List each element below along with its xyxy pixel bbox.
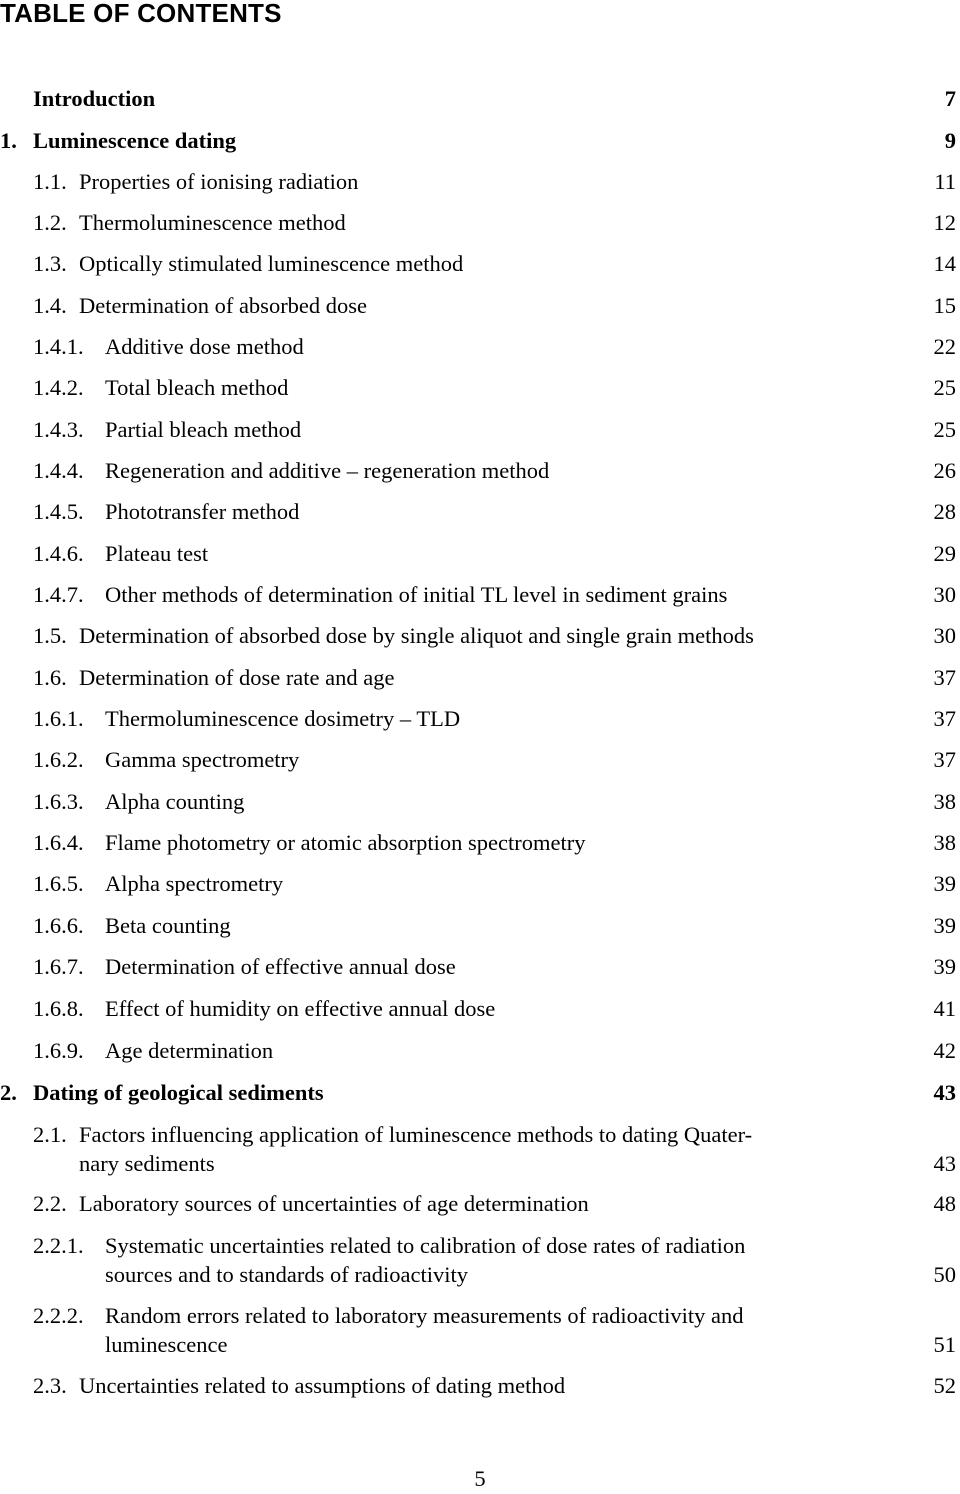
toc-entry-title: Other methods of determination of initial TL level in sediment grains xyxy=(105,582,728,607)
toc-entry-page: 15 xyxy=(933,293,956,318)
toc-entry-number: 2. xyxy=(0,1080,17,1105)
toc-entry-page: 25 xyxy=(933,375,956,400)
toc-entry-page: 37 xyxy=(933,747,956,772)
toc-entry-title: Total bleach method xyxy=(105,375,289,400)
toc-entry-page: 42 xyxy=(933,1038,956,1063)
toc-entry-number: 1.1. xyxy=(33,169,67,194)
toc-entry-number: 1.5. xyxy=(33,623,67,648)
toc-entry-number: 2.2. xyxy=(33,1191,67,1216)
toc-entry-title: Determination of absorbed dose xyxy=(79,293,368,318)
toc-entry-page: 22 xyxy=(933,334,956,359)
toc-entry-page: 14 xyxy=(933,251,956,276)
toc-entry-title: Introduction xyxy=(33,86,156,111)
toc-entry-number: 1.2. xyxy=(33,210,67,235)
toc-entry-title: Dating of geological sediments xyxy=(33,1080,324,1105)
toc-entry-page: 11 xyxy=(934,169,956,194)
toc-entry-title: Systematic uncertainties related to calibration of dose rates of radiation sources and to standards of radioactivity xyxy=(105,1233,746,1287)
toc-entry-number: 1. xyxy=(0,128,17,153)
toc-entry-page: 51 xyxy=(933,1332,956,1357)
toc-entry-page: 38 xyxy=(933,789,956,814)
toc-entry-page: 37 xyxy=(933,706,956,731)
toc-entry-number: 1.6.8. xyxy=(33,996,84,1021)
toc-entry-page: 43 xyxy=(933,1151,956,1176)
toc-entry-title: Gamma spectrometry xyxy=(105,747,300,772)
toc-entry-number: 1.6.4. xyxy=(33,830,84,855)
toc-entry-title: Properties of ionising radiation xyxy=(79,169,359,194)
toc-entry-title: Flame photometry or atomic absorption spectrometry xyxy=(105,830,586,855)
toc-entry-number: 1.4.1. xyxy=(33,334,84,359)
toc-entry-number: 1.4.6. xyxy=(33,541,84,566)
toc-entry-page: 28 xyxy=(933,499,956,524)
toc-entry-title: Plateau test xyxy=(105,541,209,566)
toc-entry-number: 1.6.9. xyxy=(33,1038,84,1063)
toc-entry-number: 2.3. xyxy=(33,1373,67,1398)
toc-entry-number: 1.6.3. xyxy=(33,789,84,814)
toc-entry-number: 1.6.5. xyxy=(33,871,84,896)
toc-entry-page: 39 xyxy=(933,954,956,979)
toc-entry-page: 25 xyxy=(933,417,956,442)
toc-entry-title: Luminescence dating xyxy=(33,128,237,153)
toc-entry-number: 1.3. xyxy=(33,251,67,276)
toc-entry-page: 30 xyxy=(933,623,956,648)
toc-entry-title: Determination of effective annual dose xyxy=(105,954,456,979)
toc-entry-number: 1.4.3. xyxy=(33,417,84,442)
toc-entry-page: 41 xyxy=(933,996,956,1021)
page-title: TABLE OF CONTENTS xyxy=(0,0,282,28)
toc-entry-title: Alpha counting xyxy=(105,789,245,814)
toc-entry-page: 29 xyxy=(933,541,956,566)
toc-entry-title: Beta counting xyxy=(105,913,231,938)
toc-entry-title: Random errors related to laboratory measurements of radioactivity and luminescence xyxy=(105,1303,744,1357)
toc-entry-page: 7 xyxy=(944,86,956,111)
toc-entry-number: 2.1. xyxy=(33,1122,67,1147)
toc-entry-title: Factors influencing application of luminescence methods to dating Quater- nary sediments xyxy=(79,1122,753,1176)
toc-entry-title: Phototransfer method xyxy=(105,499,300,524)
toc-entry-number: 1.4. xyxy=(33,293,67,318)
toc-entry-number: 1.6.2. xyxy=(33,747,84,772)
toc-entry-page: 52 xyxy=(933,1373,956,1398)
toc-entry-title: Effect of humidity on effective annual dose xyxy=(105,996,496,1021)
page-number: 5 xyxy=(474,1466,486,1491)
toc-entry-title: Uncertainties related to assumptions of dating method xyxy=(79,1373,566,1398)
toc-entry-page: 9 xyxy=(944,128,956,153)
toc-entry-number: 1.6. xyxy=(33,665,67,690)
toc-entry-page: 30 xyxy=(933,582,956,607)
toc-entry-title: Determination of absorbed dose by single aliquot and single grain methods xyxy=(79,623,754,648)
toc-entry-page: 38 xyxy=(933,830,956,855)
toc-entry-page: 26 xyxy=(933,458,956,483)
toc-entry-number: 2.2.2. xyxy=(33,1303,84,1328)
toc-entry-number: 1.6.7. xyxy=(33,954,84,979)
toc-entry-title: Thermoluminescence dosimetry – TLD xyxy=(105,706,461,731)
toc-entry-page: 39 xyxy=(933,871,956,896)
toc-entry-title: Additive dose method xyxy=(105,334,304,359)
toc-entry-page: 48 xyxy=(933,1191,956,1216)
toc-entry-title: Laboratory sources of uncertainties of age determination xyxy=(79,1191,589,1216)
toc-entry-page: 50 xyxy=(933,1262,956,1287)
toc-entry-number: 1.4.4. xyxy=(33,458,84,483)
toc-entry-number: 1.4.2. xyxy=(33,375,84,400)
toc-entry-page: 37 xyxy=(933,665,956,690)
toc-entry-title: Regeneration and additive – regeneration method xyxy=(105,458,550,483)
toc-entry-title: Partial bleach method xyxy=(105,417,302,442)
toc-entry-page: 12 xyxy=(933,210,956,235)
toc-entry-page: 39 xyxy=(933,913,956,938)
toc-entry-title: Determination of dose rate and age xyxy=(79,665,395,690)
toc-entry-title: Age determination xyxy=(105,1038,274,1063)
toc-entry-number: 1.4.7. xyxy=(33,582,84,607)
toc-entry-number: 1.6.1. xyxy=(33,706,84,731)
toc-entry-page: 43 xyxy=(933,1080,956,1105)
toc-entry-title: Thermoluminescence method xyxy=(79,210,346,235)
toc-entry-number: 2.2.1. xyxy=(33,1233,84,1258)
toc-entry-number: 1.6.6. xyxy=(33,913,84,938)
toc-entry-title: Alpha spectrometry xyxy=(105,871,284,896)
toc-entry-title: Optically stimulated luminescence method xyxy=(79,251,464,276)
toc-entry-number: 1.4.5. xyxy=(33,499,84,524)
